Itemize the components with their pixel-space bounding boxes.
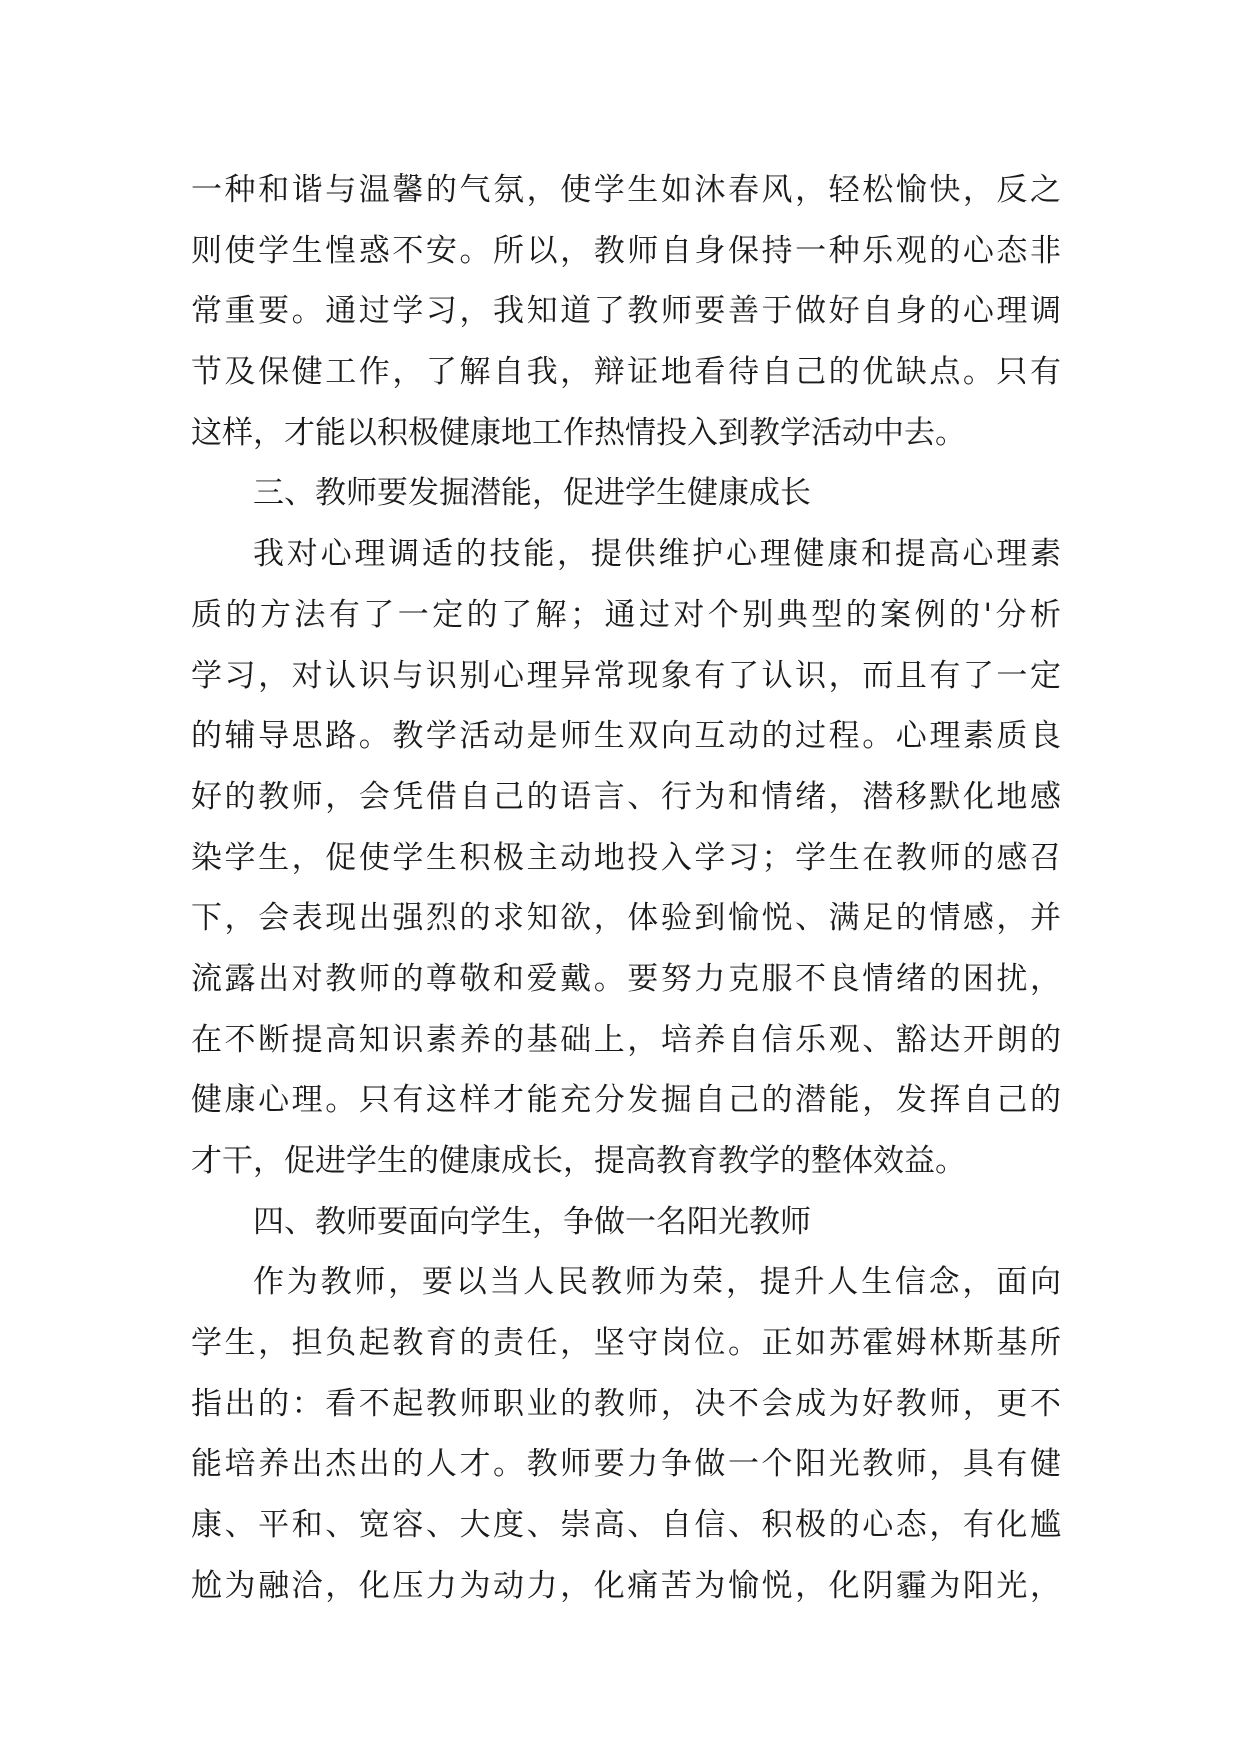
- section-heading: 三、教师要发掘潜能，促进学生健康成长: [253, 475, 811, 512]
- paragraph-line: 学生，担负起教育的责任，坚守岗位。正如苏霍姆林斯基所: [191, 1325, 1061, 1362]
- paragraph-line: 作为教师，要以当人民教师为荣，提升人生信念，面向: [253, 1264, 1061, 1301]
- paragraph-line: 一种和谐与温馨的气氛，使学生如沐春风，轻松愉快，反之: [191, 172, 1061, 208]
- paragraph-line: 常重要。通过学习，我知道了教师要善于做好自身的心理调: [191, 293, 1061, 330]
- paragraph-line: 我对心理调适的技能，提供维护心理健康和提高心理素: [253, 536, 1061, 573]
- paragraph-line: 质的方法有了一定的了解；通过对个别典型的案例的'分析: [191, 596, 1061, 633]
- paragraph-line: 流露出对教师的尊敬和爱戴。要努力克服不良情绪的困扰，: [191, 960, 1061, 997]
- paragraph-line: 学习，对认识与识别心理异常现象有了认识，而且有了一定: [191, 657, 1061, 694]
- section-heading: 四、教师要面向学生，争做一名阳光教师: [253, 1203, 811, 1240]
- paragraph-line: 则使学生惶惑不安。所以，教师自身保持一种乐观的心态非: [191, 232, 1061, 269]
- paragraph-line: 康、平和、宽容、大度、崇高、自信、积极的心态，有化尴: [191, 1507, 1061, 1544]
- paragraph-line: 能培养出杰出的人才。教师要力争做一个阳光教师，具有健: [191, 1446, 1061, 1483]
- paragraph-line: 在不断提高知识素养的基础上，培养自信乐观、豁达开朗的: [191, 1021, 1061, 1058]
- paragraph-line: 下，会表现出强烈的求知欲，体验到愉悦、满足的情感，并: [191, 900, 1061, 937]
- paragraph-line: 染学生，促使学生积极主动地投入学习；学生在教师的感召: [191, 839, 1061, 876]
- document-body: [191, 160, 1061, 1617]
- paragraph-line: 健康心理。只有这样才能充分发掘自己的潜能，发挥自己的: [191, 1082, 1061, 1119]
- paragraph-line: 指出的：看不起教师职业的教师，决不会成为好教师，更不: [191, 1385, 1061, 1422]
- paragraph-line: 的辅导思路。教学活动是师生双向互动的过程。心理素质良: [191, 718, 1061, 755]
- paragraph-line: 才干，促进学生的健康成长，提高教育教学的整体效益。: [191, 1143, 966, 1179]
- paragraph-line: 节及保健工作，了解自我，辩证地看待自己的优缺点。只有: [191, 354, 1061, 391]
- paragraph-line: 尬为融洽，化压力为动力，化痛苦为愉悦，化阴霾为阳光，: [191, 1567, 1061, 1604]
- paragraph-line: 好的教师，会凭借自己的语言、行为和情绪，潜移默化地感: [191, 778, 1061, 815]
- paragraph-line: 这样，才能以积极健康地工作热情投入到教学活动中去。: [191, 414, 966, 451]
